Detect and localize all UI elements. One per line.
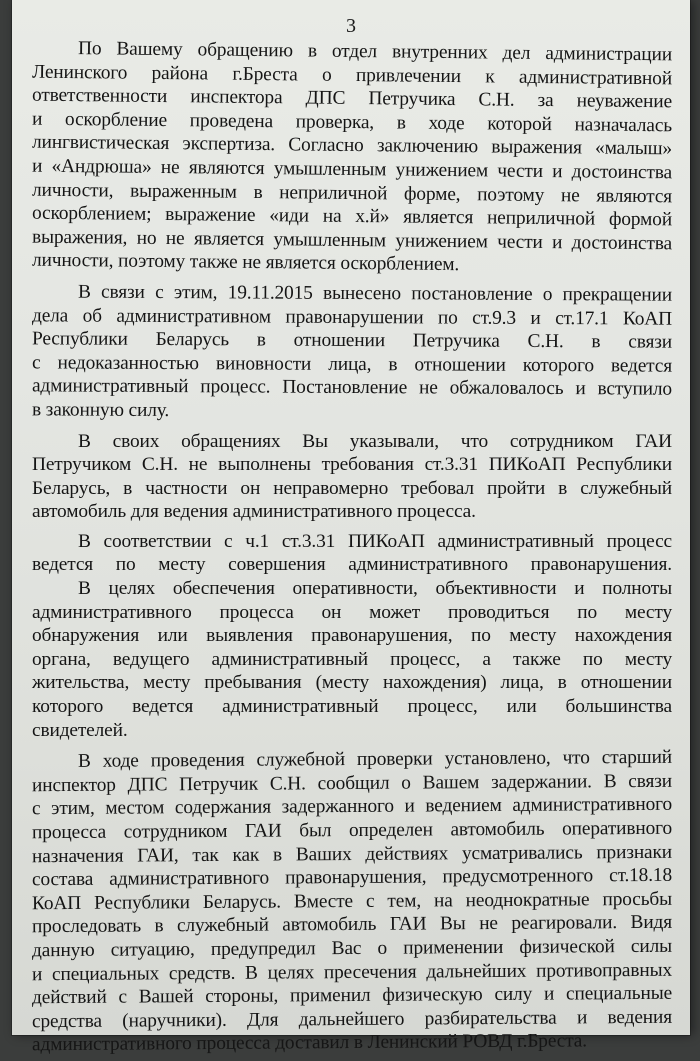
- text-line: административного процесса он может проводиться по месту: [32, 601, 672, 623]
- document-page: [12, 0, 690, 1056]
- text-line: В своих обращениях Вы указывали, что сотрудником ГАИ: [78, 430, 672, 452]
- text-line: В связи с этим, 19.11.2015 вынесено постановление о прекращении: [77, 281, 673, 306]
- text-line: с этим, местом содержания задержанного и ведением административного: [31, 794, 673, 820]
- page-number: 3: [346, 15, 356, 37]
- text-line: состава административного правонарушения, предусмотренного ст.18.18: [31, 864, 673, 891]
- text-line: КоАП Республики Беларусь. Вместе с тем, на неоднократные просьбы: [31, 888, 673, 915]
- text-line: Ленинского района г.Бреста о привлечении к административной: [31, 61, 673, 89]
- text-line: проследовать в служебный автомобиль ГАИ Вы не реагировали. Видя: [31, 912, 673, 938]
- paragraph-complaint-claims: [32, 430, 672, 524]
- text-line: ответственности инспектора ДПС Петручика С.Н. за неуважение: [31, 84, 673, 113]
- text-line: процесса сотрудником ГАИ был определен автомобиль оперативного: [31, 817, 673, 844]
- text-line: обнаружения или выявления правонарушения, по месту нахождения: [32, 625, 672, 647]
- text-line: административный процесс. Постановление не обжаловалось и вступило: [31, 375, 673, 400]
- text-line: действий с Вашей стороны, применил физическую силу и специальные: [31, 982, 673, 1009]
- text-line: Беларусь, в частности он неправомерно требовал пройти в служебный: [32, 477, 672, 499]
- text-line: В соответствии с ч.1 ст.3.31 ПИКоАП административный процесс: [78, 530, 672, 552]
- document-body: [32, 40, 672, 1061]
- paragraph-inspection-result: [32, 40, 672, 276]
- text-line: Петручиком С.Н. не выполнены требования ст.3.31 ПИКоАП Республики: [32, 454, 672, 476]
- text-line: данную ситуацию, предупредил Вас о применении физической силы: [31, 935, 673, 962]
- text-line: оскорблением; выражение «иди на х.й» является неприличной формой: [31, 202, 673, 231]
- text-line: В ходе проведения служебной проверки установлено, что старший: [77, 746, 673, 773]
- text-line: в законную силу.: [31, 399, 170, 421]
- text-line: личности, выраженным в неприличной форме, поэтому не являются: [31, 179, 673, 207]
- text-line: личности, поэтому также не является оскорблением.: [31, 249, 460, 276]
- paragraph-legal-provision: [32, 530, 672, 742]
- text-line: ведется по месту совершения административного правонарушения.: [32, 554, 672, 576]
- text-line: выражения, но не является умышленным унижением чести и достоинства: [31, 226, 673, 255]
- text-line: свидетелей.: [32, 719, 128, 741]
- text-line: и «Андрюша» не являются умышленным унижением чести и достоинства: [31, 155, 673, 184]
- text-line: лингвистическая экспертиза. Согласно заключению выражения «малыш»: [31, 132, 673, 160]
- text-line: с недоказанностью виновности лица, в отношении которого ведется: [31, 352, 673, 377]
- text-line: автомобиль для ведения административного процесса.: [32, 501, 476, 523]
- paragraph-case-termination: [32, 282, 672, 424]
- text-line: назначения ГАИ, так как в Ваших действиях усматривались признаки: [31, 841, 673, 867]
- text-line: и специальных средств. В целях пресечения дальнейших противоправных: [31, 959, 673, 985]
- text-line: инспектор ДПС Петручик С.Н. сообщил о Вашем задержании. В связи: [31, 770, 673, 797]
- text-line: По Вашему обращению в отдел внутренних дел администрации: [77, 38, 673, 66]
- text-line: административного процесса доставил в Ленинский РОВД г.Бреста.: [31, 1030, 588, 1056]
- text-line: которого ведется административный процесс, или большинства: [32, 696, 672, 718]
- text-line: дела об административном правонарушении по ст.9.3 и ст.17.1 КоАП: [31, 304, 673, 330]
- text-line: Республики Беларусь в отношении Петручика С.Н. в связи: [31, 328, 673, 353]
- text-line: В целях обеспечения оперативности, объективности и полноты: [78, 578, 672, 600]
- text-line: и оскорбление проведена проверка, в ходе которой назначалась: [31, 108, 673, 137]
- text-line: органа, ведущего административный процесс, а также по месту: [32, 648, 672, 670]
- text-line: жительства, месту пребывания (месту нахождения) лица, в отношении: [32, 672, 672, 694]
- paragraph-investigation-findings: [32, 748, 672, 1055]
- text-line: средства (наручники). Для дальнейшего разбирательства и ведения: [31, 1006, 673, 1032]
